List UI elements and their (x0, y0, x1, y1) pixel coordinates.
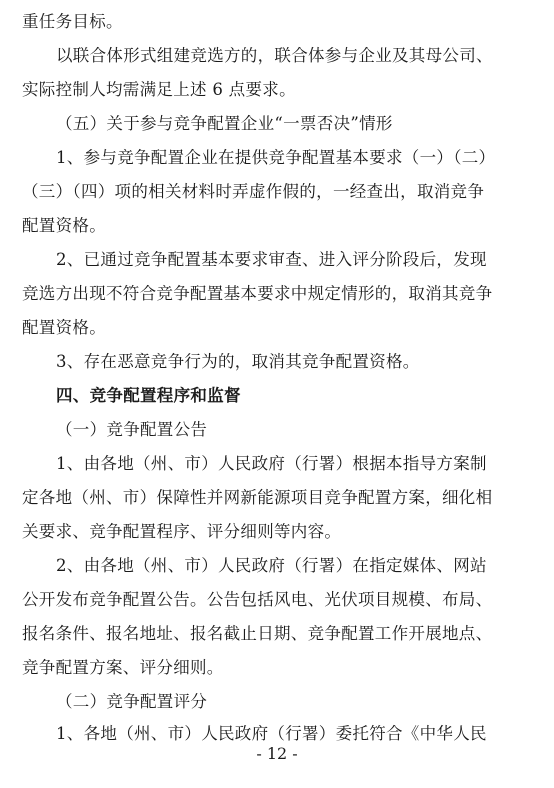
text-line: 1、各地（州、市）人民政府（行署）委托符合《中华人民 (56, 724, 487, 743)
text-line: 定各地（州、市）保障性并网新能源项目竞争配置方案，细化相 (22, 488, 493, 507)
text-line: 报名条件、报名地址、报名截止日期、竞争配置工作开展地点、 (22, 624, 493, 643)
text-line: 2、已通过竞争配置基本要求审查、进入评分阶段后，发现 (56, 250, 487, 269)
text-line: 1、由各地（州、市）人民政府（行署）根据本指导方案制 (56, 454, 487, 473)
text-line: 1、参与竞争配置企业在提供竞争配置基本要求（一）（二） (56, 148, 496, 167)
text-line: 竞选方出现不符合竞争配置基本要求中规定情形的，取消其竞争 (22, 284, 493, 303)
text-line: （三）（四）项的相关材料时弄虚作假的，一经查出，取消竞争 (22, 182, 485, 201)
text-line: 2、由各地（州、市）人民政府（行署）在指定媒体、网站 (56, 556, 487, 575)
text-line: 关要求、竞争配置程序、评分细则等内容。 (22, 522, 342, 541)
text-line: 3、存在恶意竞争行为的，取消其竞争配置资格。 (56, 352, 420, 371)
page-number: - 12 - (256, 744, 298, 763)
section-subheading: （一）竞争配置公告 (56, 420, 208, 439)
section-subheading: （二）竞争配置评分 (56, 692, 208, 711)
text-line: 实际控制人均需满足上述 6 点要求。 (22, 80, 296, 99)
text-line: 竞争配置方案、评分细则。 (22, 658, 224, 677)
section-heading: 四、竞争配置程序和监督 (56, 386, 241, 405)
text-line: 公开发布竞争配置公告。公告包括风电、光伏项目规模、布局、 (22, 590, 493, 609)
text-line: 重任务目标。 (22, 12, 123, 31)
text-line: 配置资格。 (22, 318, 106, 337)
text-line: 配置资格。 (22, 216, 106, 235)
text-line: 以联合体形式组建竞选方的，联合体参与企业及其母公司、 (56, 46, 493, 65)
section-subheading: （五）关于参与竞争配置企业“一票否决”情形 (56, 114, 393, 133)
